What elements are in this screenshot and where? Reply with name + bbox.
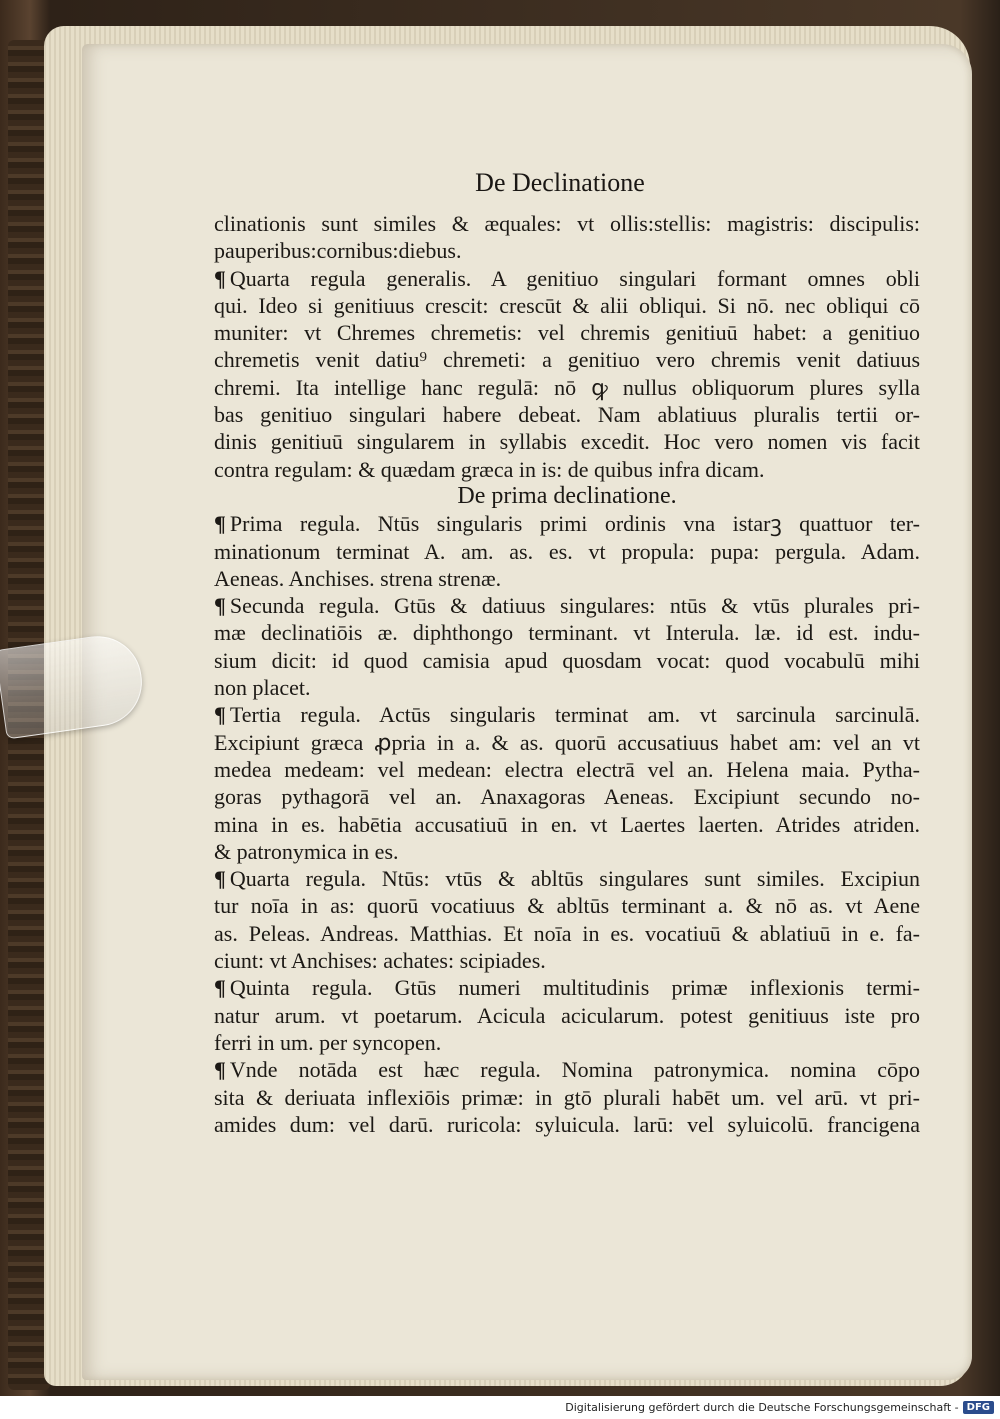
- dfg-logo: DFG: [963, 1401, 994, 1414]
- text-line: [214, 1056, 920, 1083]
- line-text: dinis genitiuū singularem in syllabis excedit. Hoc vero nomen vis facit: [214, 429, 920, 455]
- text-line: [214, 619, 920, 646]
- text-line: [214, 210, 920, 237]
- text-line: [214, 783, 920, 810]
- line-text: ciunt: vt Anchises: achates: scipiades.: [214, 948, 546, 974]
- text-line: [214, 729, 920, 756]
- pilcrow-mark: ¶: [214, 866, 226, 892]
- text-line: [214, 538, 920, 565]
- text-line: [214, 1084, 920, 1111]
- line-text: natur arum. vt poetarum. Acicula acicularum. potest genitiuus iste pro: [214, 1002, 920, 1028]
- line-text: amides dum: vel darū. ruricola: syluicula. larū: vel syluicolū. francigena: [214, 1111, 920, 1137]
- line-text: De prima declinatione.: [457, 482, 677, 509]
- text-line: [214, 865, 920, 892]
- text-line: [214, 838, 920, 865]
- footer-credit: Digitalisierung gefördert durch die Deutsche Forschungsgemeinschaft -: [565, 1401, 959, 1414]
- line-text: tur noīa in as: quorū vocatiuus & abltūs terminant a. & nō as. vt Aene: [214, 893, 920, 919]
- line-text: minationum terminat A. am. as. es. vt propula: pupa: pergula. Adam.: [214, 538, 920, 564]
- line-text: ferri in um. per syncopen.: [214, 1029, 442, 1055]
- text-line: [214, 892, 920, 919]
- pilcrow-mark: ¶: [214, 593, 226, 619]
- text-line: [214, 319, 920, 346]
- text-line: [214, 456, 920, 483]
- line-text: non placet.: [214, 675, 311, 701]
- line-text: Tertia regula. Actūs singularis terminat am. vt sarcinula sarcinulā.: [229, 702, 920, 728]
- line-text: qui. Ideo si genitiuus crescit: crescūt & alii obliqui. Si nō. nec obliqui cō: [214, 292, 920, 318]
- pilcrow-mark: ¶: [214, 265, 226, 291]
- line-text: & patronymica in es.: [214, 838, 399, 864]
- text-line: [214, 401, 920, 428]
- line-text: mina in es. habētia accusatiuū in en. vt Laertes laerten. Atrides atriden.: [214, 811, 920, 837]
- line-text: contra regulam: & quædam græca in is: de quibus infra dicam.: [214, 456, 765, 482]
- line-text: as. Peleas. Andreas. Matthias. Et noīa in es. vocatiuū & ablatiuū in e. fa-: [214, 920, 920, 946]
- text-line: [214, 592, 920, 619]
- text-line: [214, 1002, 920, 1029]
- line-text: Quinta regula. Gtūs numeri multitudinis primæ inflexionis termi-: [229, 975, 920, 1001]
- line-text: medea medeam: vel medean: electra electrā vel an. Helena maia. Pytha-: [214, 756, 920, 782]
- pilcrow-mark: ¶: [214, 975, 226, 1001]
- text-line: [214, 947, 920, 974]
- line-text: Quarta regula. Ntūs: vtūs & abltūs singulares sunt similes. Excipiun: [229, 866, 920, 892]
- line-text: Prima regula. Ntūs singularis primi ordinis vna istarꝫ quattuor ter-: [229, 511, 920, 537]
- text-line: [214, 237, 920, 264]
- pilcrow-mark: ¶: [214, 702, 226, 728]
- line-text: Secunda regula. Gtūs & datiuus singulares: ntūs & vtūs plurales pri-: [229, 593, 920, 619]
- text-line: [214, 674, 920, 701]
- text-line: [214, 1111, 920, 1138]
- line-text: Vnde notāda est hæc regula. Nomina patronymica. nomina cōpo: [229, 1057, 920, 1083]
- line-text: bas genitiuo singulari habere debeat. Nam ablatiuus pluralis tertii or-: [214, 402, 920, 428]
- line-text: clinationis sunt similes & æquales: vt ollis:stellis: magistris: discipulis:: [214, 211, 920, 236]
- text-line: [214, 974, 920, 1001]
- line-text: goras pythagorā vel an. Anaxagoras Aeneas. Excipiunt secundo no-: [214, 784, 920, 810]
- line-text: chremi. Ita intellige hanc regulā: nō ꝙ nullus obliquorum plures sylla: [214, 374, 920, 400]
- text-line: [214, 811, 920, 838]
- text-line: [214, 292, 920, 319]
- line-text: Excipiunt græca ꝓpria in a. & as. quorū accusatiuus habet am: vel an vt: [214, 729, 920, 755]
- text-line: [214, 920, 920, 947]
- line-text: mæ declinatiōis æ. diphthongo terminant. vt Interula. læ. id est. indu-: [214, 620, 920, 646]
- digitization-footer: [0, 1396, 1000, 1419]
- text-line: [214, 565, 920, 592]
- text-line: [214, 1029, 920, 1056]
- line-text: muniter: vt Chremes chremetis: vel chremis genitiuū habet: a genitiuo: [214, 320, 920, 346]
- text-line: [214, 647, 920, 674]
- text-line: [214, 374, 920, 401]
- text-line: [214, 346, 920, 373]
- page-text: [214, 210, 920, 1138]
- text-line: [214, 428, 920, 455]
- line-text: Quarta regula generalis. A genitiuo singulari formant omnes obli: [229, 265, 920, 291]
- section-heading: [214, 483, 920, 510]
- text-line: [214, 756, 920, 783]
- pilcrow-mark: ¶: [214, 1057, 226, 1083]
- pilcrow-mark: ¶: [214, 511, 226, 537]
- text-line: [214, 510, 920, 537]
- line-text: Aeneas. Anchises. strena strenæ.: [214, 565, 502, 591]
- text-line: [214, 701, 920, 728]
- line-text: sium dicit: id quod camisia apud quosdam vocat: quod vocabulū mihi: [214, 647, 920, 673]
- line-text: pauperibus:cornibus:diebus.: [214, 238, 462, 264]
- line-text: sita & deriuata inflexiōis primæ: in gtō plurali habēt um. vel arū. vt pri-: [214, 1084, 920, 1110]
- line-text: chremetis venit datiu⁹ chremeti: a genitiuo vero chremis venit datiuus: [214, 347, 920, 373]
- running-head: De Declinatione: [475, 168, 645, 197]
- text-line: [214, 265, 920, 292]
